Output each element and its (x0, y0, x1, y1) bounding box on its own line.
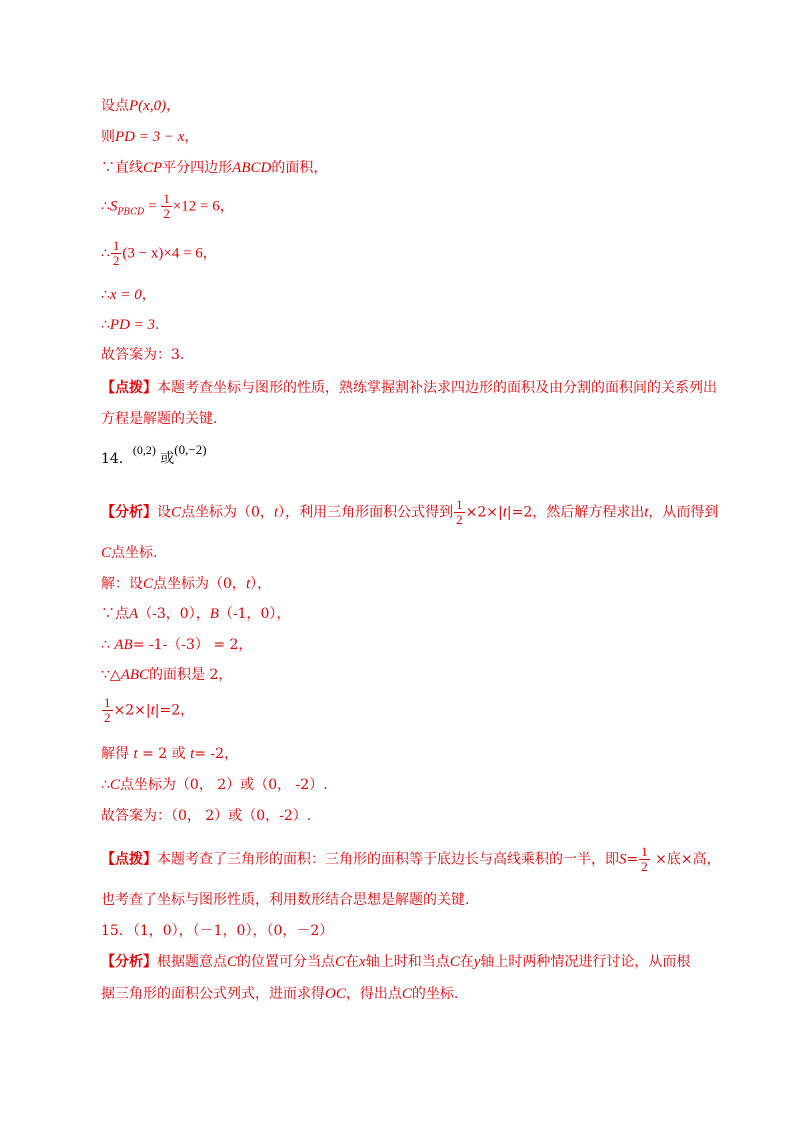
hint-line (101, 379, 717, 397)
solution-line (101, 239, 217, 268)
line-text: ∴ (101, 245, 110, 262)
solution-line (101, 286, 156, 304)
solution-line (101, 605, 290, 623)
line-text: . (155, 317, 160, 333)
line-text: 点坐标为（0， 2）或（0， -2）. (119, 777, 328, 793)
math-expression: (0,2) (132, 443, 156, 457)
math-variable: t (150, 702, 155, 719)
analysis-line (101, 985, 458, 1003)
line-text: 则 (101, 129, 115, 145)
math-variable: t (190, 746, 195, 762)
hint-tag: 【点拨】 (101, 380, 157, 396)
math-variable: A (129, 606, 139, 622)
math-variable: C (449, 954, 460, 970)
solution-line (101, 316, 160, 334)
math-variable: C (109, 777, 120, 793)
math-expression: (3 − x)×4 = 6 (122, 245, 203, 262)
line-text: ， (202, 245, 217, 262)
fraction-numerator: 1 (104, 695, 111, 710)
solution-line (101, 192, 234, 222)
math-variable: C (171, 504, 182, 521)
line-text: ∵△ (101, 667, 121, 683)
fraction (111, 239, 122, 268)
line-text: ，从而得到 (648, 504, 719, 521)
solution-line (101, 97, 180, 115)
fraction-denominator: 2 (641, 859, 648, 874)
line-text: 本题考查了三角形的面积：三角形的面积等于底边长与高线乘积的一半，即 (157, 851, 619, 868)
line-text: 的面积是 2， (149, 667, 233, 683)
line-text: ，得出点 (345, 986, 402, 1002)
math-variable: S (619, 851, 627, 868)
math-variable: y (473, 954, 481, 970)
hint-tag: 【点拨】 (101, 851, 157, 868)
hint-line: 也考查了坐标与图形性质，利用数形结合思想是解题的关键. (101, 892, 470, 908)
fraction-numerator: 1 (163, 191, 170, 206)
line-text: 解：设 (101, 576, 143, 592)
line-text: 本题考查坐标与图形的性质，熟练掌握割补法求四边形的面积及由分割的面积间的关系列出 (157, 380, 717, 396)
math-subscript: PBCD (117, 207, 145, 218)
math-expression: PD = 3 (109, 317, 156, 333)
solution-line (101, 696, 194, 725)
line-text: 在 (345, 954, 360, 970)
line-text: |=2， (154, 702, 195, 719)
math-expression: P(x,0) (129, 98, 167, 114)
solution-line (101, 159, 327, 177)
line-text: ∵直线 (101, 160, 143, 176)
line-text: 点坐标. (111, 545, 158, 561)
line-text: 的坐标. (411, 986, 459, 1002)
line-text: 轴上时两种情况进行讨论，从而根 (480, 954, 691, 970)
math-variable: C (101, 545, 112, 561)
fraction (161, 192, 172, 221)
line-text: ∴ (101, 637, 115, 653)
math-variable: AB (114, 637, 133, 653)
math-expression: ABCD (232, 160, 272, 176)
line-text: ×2×| (113, 702, 151, 719)
fraction (639, 845, 650, 874)
math-variable: t (644, 504, 649, 521)
math-expression: S (109, 198, 118, 215)
question-answer-14 (101, 442, 207, 468)
line-text: ∴ (101, 777, 110, 793)
line-text: = 2 或 (137, 746, 191, 762)
line-text: 或 (160, 451, 175, 467)
fraction-denominator: 2 (456, 512, 463, 527)
solution-line (101, 636, 252, 654)
fraction-denominator: 2 (163, 206, 170, 221)
line-text: 的位置可分当点 (237, 954, 336, 970)
line-text: ×2×| (465, 504, 503, 521)
solution-line (101, 128, 198, 146)
line-text: 在 (459, 954, 474, 970)
math-expression: CP (143, 160, 163, 176)
line-text: ， (184, 129, 199, 145)
line-text: ， (141, 287, 156, 303)
line-text: = -1-（-3） = 2， (132, 637, 253, 653)
analysis-line (101, 544, 157, 562)
math-variable: C (227, 954, 238, 970)
line-text: （-3，0）， (138, 606, 210, 622)
line-text: 据三角形的面积公式列式，进而求得 (101, 986, 325, 1002)
math-variable: C (401, 986, 412, 1002)
line-text: 的面积， (271, 160, 328, 176)
line-text: ∴ (101, 317, 110, 333)
line-text: 设点 (101, 98, 129, 114)
solution-line (101, 575, 271, 593)
fraction (102, 696, 113, 725)
answer-line: 故答案为：（0， 2）或（0，-2）. (101, 808, 312, 824)
solution-line (101, 776, 328, 794)
analysis-line (101, 953, 690, 971)
line-text: ， (166, 98, 181, 114)
line-text: ∴ (101, 287, 110, 303)
fraction-numerator: 1 (112, 238, 120, 253)
hint-line: 方程是解题的关键. (101, 411, 218, 427)
line-text: 根据题意点 (157, 954, 227, 970)
line-text: 轴上时和当点 (365, 954, 450, 970)
math-expression: (0,−2) (174, 442, 207, 457)
math-variable: ABC (120, 667, 150, 683)
analysis-line (101, 498, 718, 527)
math-expression: ×12 = 6 (172, 198, 220, 215)
solution-line (101, 745, 238, 763)
math-variable: OC (325, 986, 346, 1002)
fraction-denominator: 2 (112, 253, 120, 268)
math-variable: t (133, 746, 138, 762)
line-text: 点坐标为（0， (153, 576, 246, 592)
line-text: ∵点 (101, 606, 129, 622)
math-expression: = (144, 198, 161, 215)
line-text: = (626, 851, 639, 868)
line-text: |=2，然后解方程求出 (506, 504, 645, 521)
fraction-denominator: 2 (104, 710, 111, 725)
line-text: （-1，0）， (218, 606, 291, 622)
math-variable: C (335, 954, 346, 970)
hint-line (101, 845, 721, 874)
fraction-numerator: 1 (641, 844, 648, 859)
math-variable: C (143, 576, 154, 592)
answer-line: 故答案为：3. (101, 347, 185, 363)
line-text: ， (219, 198, 234, 215)
question-answer-15: 15．（1，0），（－1，0），（0，－2） (101, 923, 334, 939)
line-text: 解得 (101, 746, 134, 762)
line-text: ），利用三角形面积公式得到 (278, 504, 454, 521)
line-text: = -2， (194, 746, 239, 762)
line-text: ∴ (101, 198, 110, 215)
line-text: ）， (250, 576, 272, 592)
solution-line (101, 666, 232, 684)
math-variable: t (273, 504, 279, 521)
math-expression: x = 0 (109, 287, 142, 303)
fraction (454, 498, 465, 527)
line-text: ×底×高， (650, 851, 721, 868)
math-variable: t (502, 504, 507, 521)
math-variable: B (209, 606, 219, 622)
math-variable: x (359, 954, 366, 970)
analysis-tag: 【分析】 (101, 504, 157, 521)
question-number: 14． (101, 451, 133, 467)
math-variable: t (245, 576, 251, 592)
analysis-tag: 【分析】 (101, 954, 157, 970)
line-text: 平分四边形 (162, 160, 233, 176)
line-text: 点坐标为（0， (181, 504, 274, 521)
line-text: 设 (157, 504, 171, 521)
math-expression: PD = 3 − x (115, 129, 185, 145)
fraction-numerator: 1 (456, 497, 463, 512)
